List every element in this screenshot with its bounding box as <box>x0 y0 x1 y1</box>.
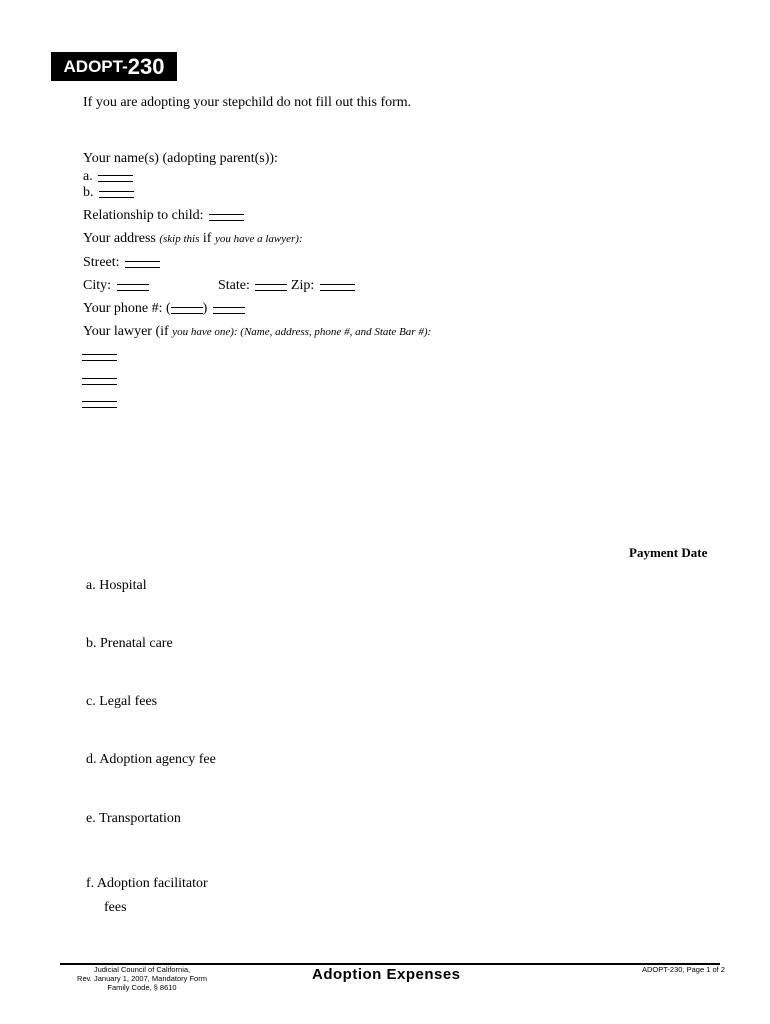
address-label: Your address <box>83 231 156 246</box>
street-label: Street: <box>83 255 120 270</box>
street-field[interactable] <box>125 261 160 268</box>
name-b-label: b. <box>83 185 94 200</box>
lawyer-line-2[interactable] <box>82 378 117 385</box>
phone-number-field[interactable] <box>213 307 245 314</box>
name-a-field[interactable] <box>98 175 133 182</box>
address-label-row <box>83 230 303 248</box>
expense-item: e. Transportation <box>86 811 181 826</box>
expense-item-continuation: fees <box>104 900 127 915</box>
name-b-field[interactable] <box>99 191 134 198</box>
phone-label: Your phone #: ( <box>83 301 171 316</box>
phone-row <box>83 300 245 317</box>
phone-close-paren: ) <box>202 301 208 316</box>
expense-item: d. Adoption agency fee <box>86 752 216 767</box>
names-label: Your name(s) (adopting parent(s)): <box>83 151 278 166</box>
expense-item: b. Prenatal care <box>86 636 173 651</box>
form-id-badge <box>51 52 177 81</box>
address-note-if: if <box>202 231 212 246</box>
name-a-row <box>83 168 133 185</box>
city-field[interactable] <box>117 284 149 291</box>
expense-item: c. Legal fees <box>86 694 158 709</box>
form-id-number: 230 <box>127 53 165 79</box>
zip-field[interactable] <box>320 284 355 291</box>
lawyer-line-3[interactable] <box>82 401 117 408</box>
name-b-row <box>83 184 134 201</box>
expense-item: f. Adoption facilitator <box>86 876 208 891</box>
state-zip-row <box>218 277 355 294</box>
lawyer-line-1[interactable] <box>82 354 117 361</box>
council-info <box>62 965 222 992</box>
council-line-3: Family Code, § 8610 <box>107 983 177 992</box>
state-field[interactable] <box>255 284 287 291</box>
relationship-field[interactable] <box>209 214 244 221</box>
form-id-prefix: ADOPT- <box>63 56 128 76</box>
street-row <box>83 254 160 271</box>
payment-date-header: Payment Date <box>629 545 708 560</box>
lawyer-note: you have one): (Name, address, phone #, and State Bar #): <box>172 326 432 338</box>
name-a-label: a. <box>83 169 93 184</box>
lawyer-label-row <box>83 323 431 341</box>
city-row <box>83 277 149 294</box>
address-note-part2: you have a lawyer): <box>214 233 303 245</box>
phone-area-code-field[interactable] <box>171 307 203 314</box>
relationship-row <box>83 207 244 224</box>
state-label: State: <box>218 278 250 293</box>
lawyer-label: Your lawyer (if <box>83 324 169 339</box>
council-line-2: Rev. January 1, 2007, Mandatory Form <box>77 974 207 983</box>
footer-page-info: ADOPT-230, Page 1 of 2 <box>642 965 725 974</box>
council-line-1: Judicial Council of California, <box>93 965 191 974</box>
stepchild-notice: If you are adopting your stepchild do not fill out this form. <box>83 95 412 110</box>
footer-form-title: Adoption Expenses <box>312 966 461 983</box>
zip-label: Zip: <box>290 278 315 293</box>
relationship-label: Relationship to child: <box>83 208 204 223</box>
address-note-part1: (skip this <box>159 233 200 245</box>
city-label: City: <box>83 278 112 293</box>
expense-item: a. Hospital <box>86 578 147 593</box>
